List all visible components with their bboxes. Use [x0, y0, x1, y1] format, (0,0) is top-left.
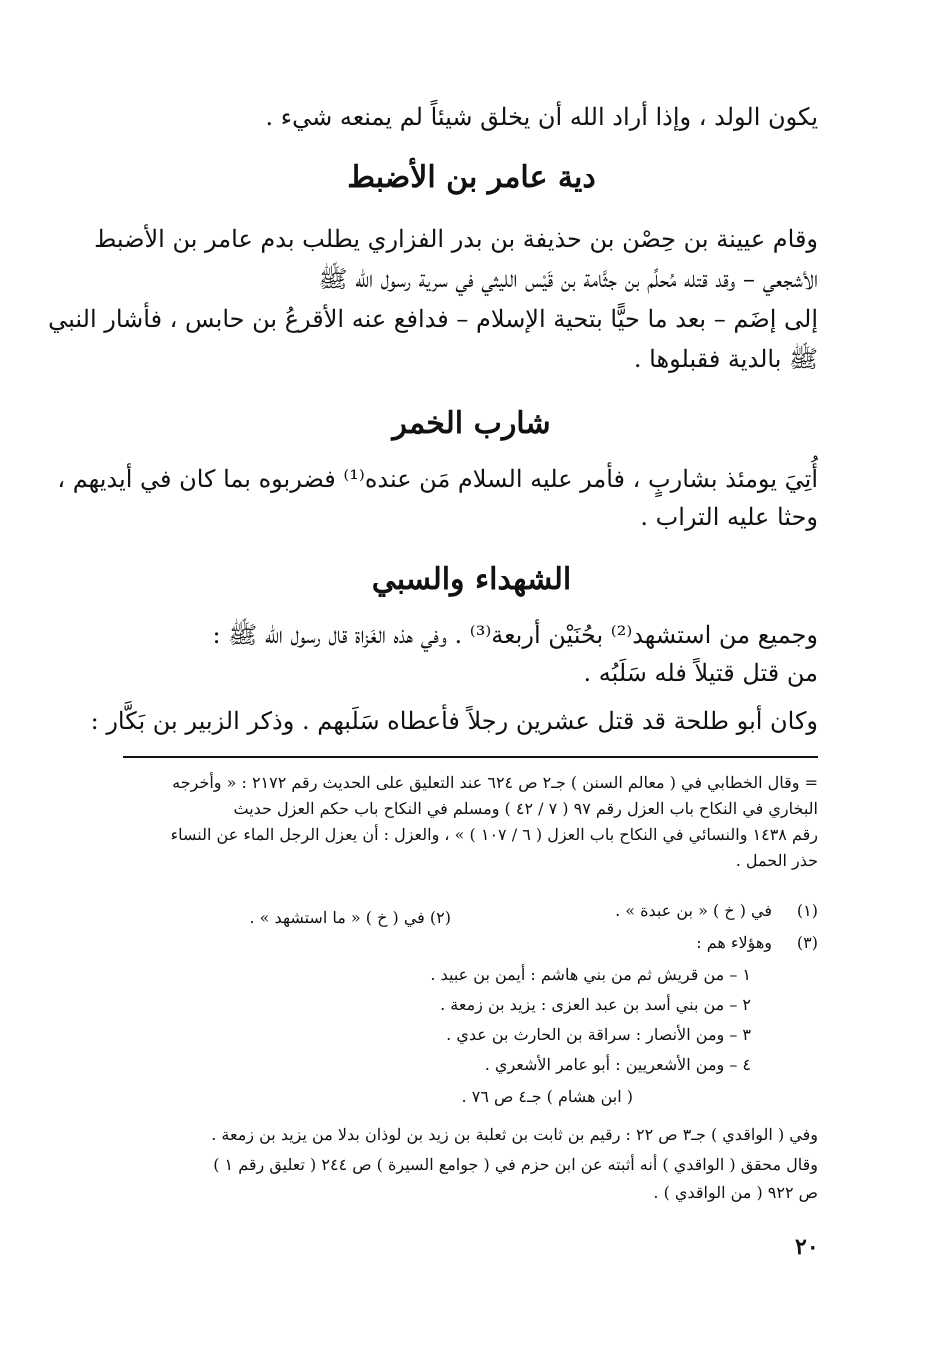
footnote-list-item: ٢ – من بني أسد بن عبد العزى : يزيد بن زمعة .	[440, 995, 751, 1014]
footnote-text: في ( خ ) « بن عبدة » .	[615, 901, 772, 920]
footnote-text: وهؤلاء هم :	[696, 933, 772, 952]
section-heading-sharib-alkhamr: شارب الخمر	[392, 406, 551, 441]
body-line: الأشجعي – وقد قتله مُحلِّم بن جثَّامة بن قَيْس الليثي في سرية رسول الله ﷺ	[318, 265, 818, 293]
footnote-continuation-line: ص ٩٢٢ ( من الواقدي ) .	[653, 1183, 818, 1202]
body-line: أُتِيَ يومئذ بشاربٍ ، فأمر عليه السلام مَن عنده⁽¹⁾ فضربوه بما كان في أيديهم ،	[57, 465, 818, 493]
body-line: من قتل قتيلاً فله سَلَبُه .	[583, 659, 818, 687]
footnote-list-item: ٤ – ومن الأشعريين : أبو عامر الأشعري .	[484, 1055, 751, 1074]
footnote-continuation-line: رقم ١٤٣٨ والنسائي في النكاح باب العزل ( ٦ / ١٠٧ ) » ، والعزل : أن يعزل الرجل الماء عن النساء	[170, 825, 818, 844]
body-line: وقام عيينة بن حِصْن بن حذيفة بن بدر الفزاري يطلب بدم عامر بن الأضبط	[94, 225, 818, 253]
footnote-list-item: ١ – من قريش ثم من بني هاشم : أيمن بن عبيد .	[430, 965, 751, 984]
footnote-continuation-line: البخاري في النكاح باب العزل رقم ٩٧ ( ٧ / ٤٢ ) ومسلم في النكاح باب حكم العزل حديث	[233, 799, 818, 818]
body-line: ﷺ بالدية فقبلوها .	[633, 345, 818, 373]
footnote-3	[98, 930, 818, 956]
footnote-continuation-line: حذر الحمل .	[735, 851, 818, 870]
footnote-continuation-line: وفي ( الواقدي ) جـ٣ ص ٢٢ : رقيم بن ثابت بن ثعلبة بن زيد بن لوذان بدلا من يزيد بن زمعة .	[211, 1125, 818, 1144]
footnote-continuation-line: وقال محقق ( الواقدي ) أنه أثبته عن ابن حزم في ( جوامع السيرة ) ص ٢٤٤ ( تعليق رقم ١ )	[213, 1155, 818, 1174]
footnote-1	[98, 898, 818, 924]
footnote-number: (٣)	[796, 933, 818, 952]
section-heading-shuhada: الشهداء والسبي	[371, 562, 572, 597]
section-heading-diyat-amir: دية عامر بن الأضبط	[347, 160, 596, 195]
body-line: وجميع من استشهد⁽²⁾ بحُنَيْن أربعة⁽³⁾ . وفي هذه الغَزاة قال رسول الله ﷺ :	[212, 621, 818, 649]
body-line: وكان أبو طلحة قد قتل عشرين رجلاً فأعطاه سَلَبهم . وذكر الزبير بن بَكَّار :	[90, 707, 818, 735]
footnote-continuation-line: = وقال الخطابي في ( معالم السنن ) جـ٢ ص ٦٢٤ عند التعليق على الحديث رقم ٢١٧٢ : « وأخرجه	[172, 773, 818, 792]
body-line: وحثا عليه التراب .	[640, 503, 818, 531]
footnote-source: ( ابن هشام ) جـ٤ ص ٧٦ .	[461, 1087, 633, 1106]
footnote-list-item: ٣ – ومن الأنصار : سراقة بن الحارث بن عدي .	[446, 1025, 751, 1044]
body-line: يكون الولد ، وإذا أراد الله أن يخلق شيئاً لم يمنعه شيء .	[265, 103, 818, 131]
footnote-number: (١)	[796, 901, 818, 920]
footnote-2: (٢) في ( خ ) « ما استشهد » .	[249, 908, 451, 927]
footnote-divider	[123, 756, 818, 758]
page-number: ٢٠	[795, 1234, 819, 1260]
body-line: إلى إضَم – بعد ما حيًّا بتحية الإسلام – فدافع عنه الأقرعُ بن حابس ، فأشار النبي	[48, 305, 818, 333]
